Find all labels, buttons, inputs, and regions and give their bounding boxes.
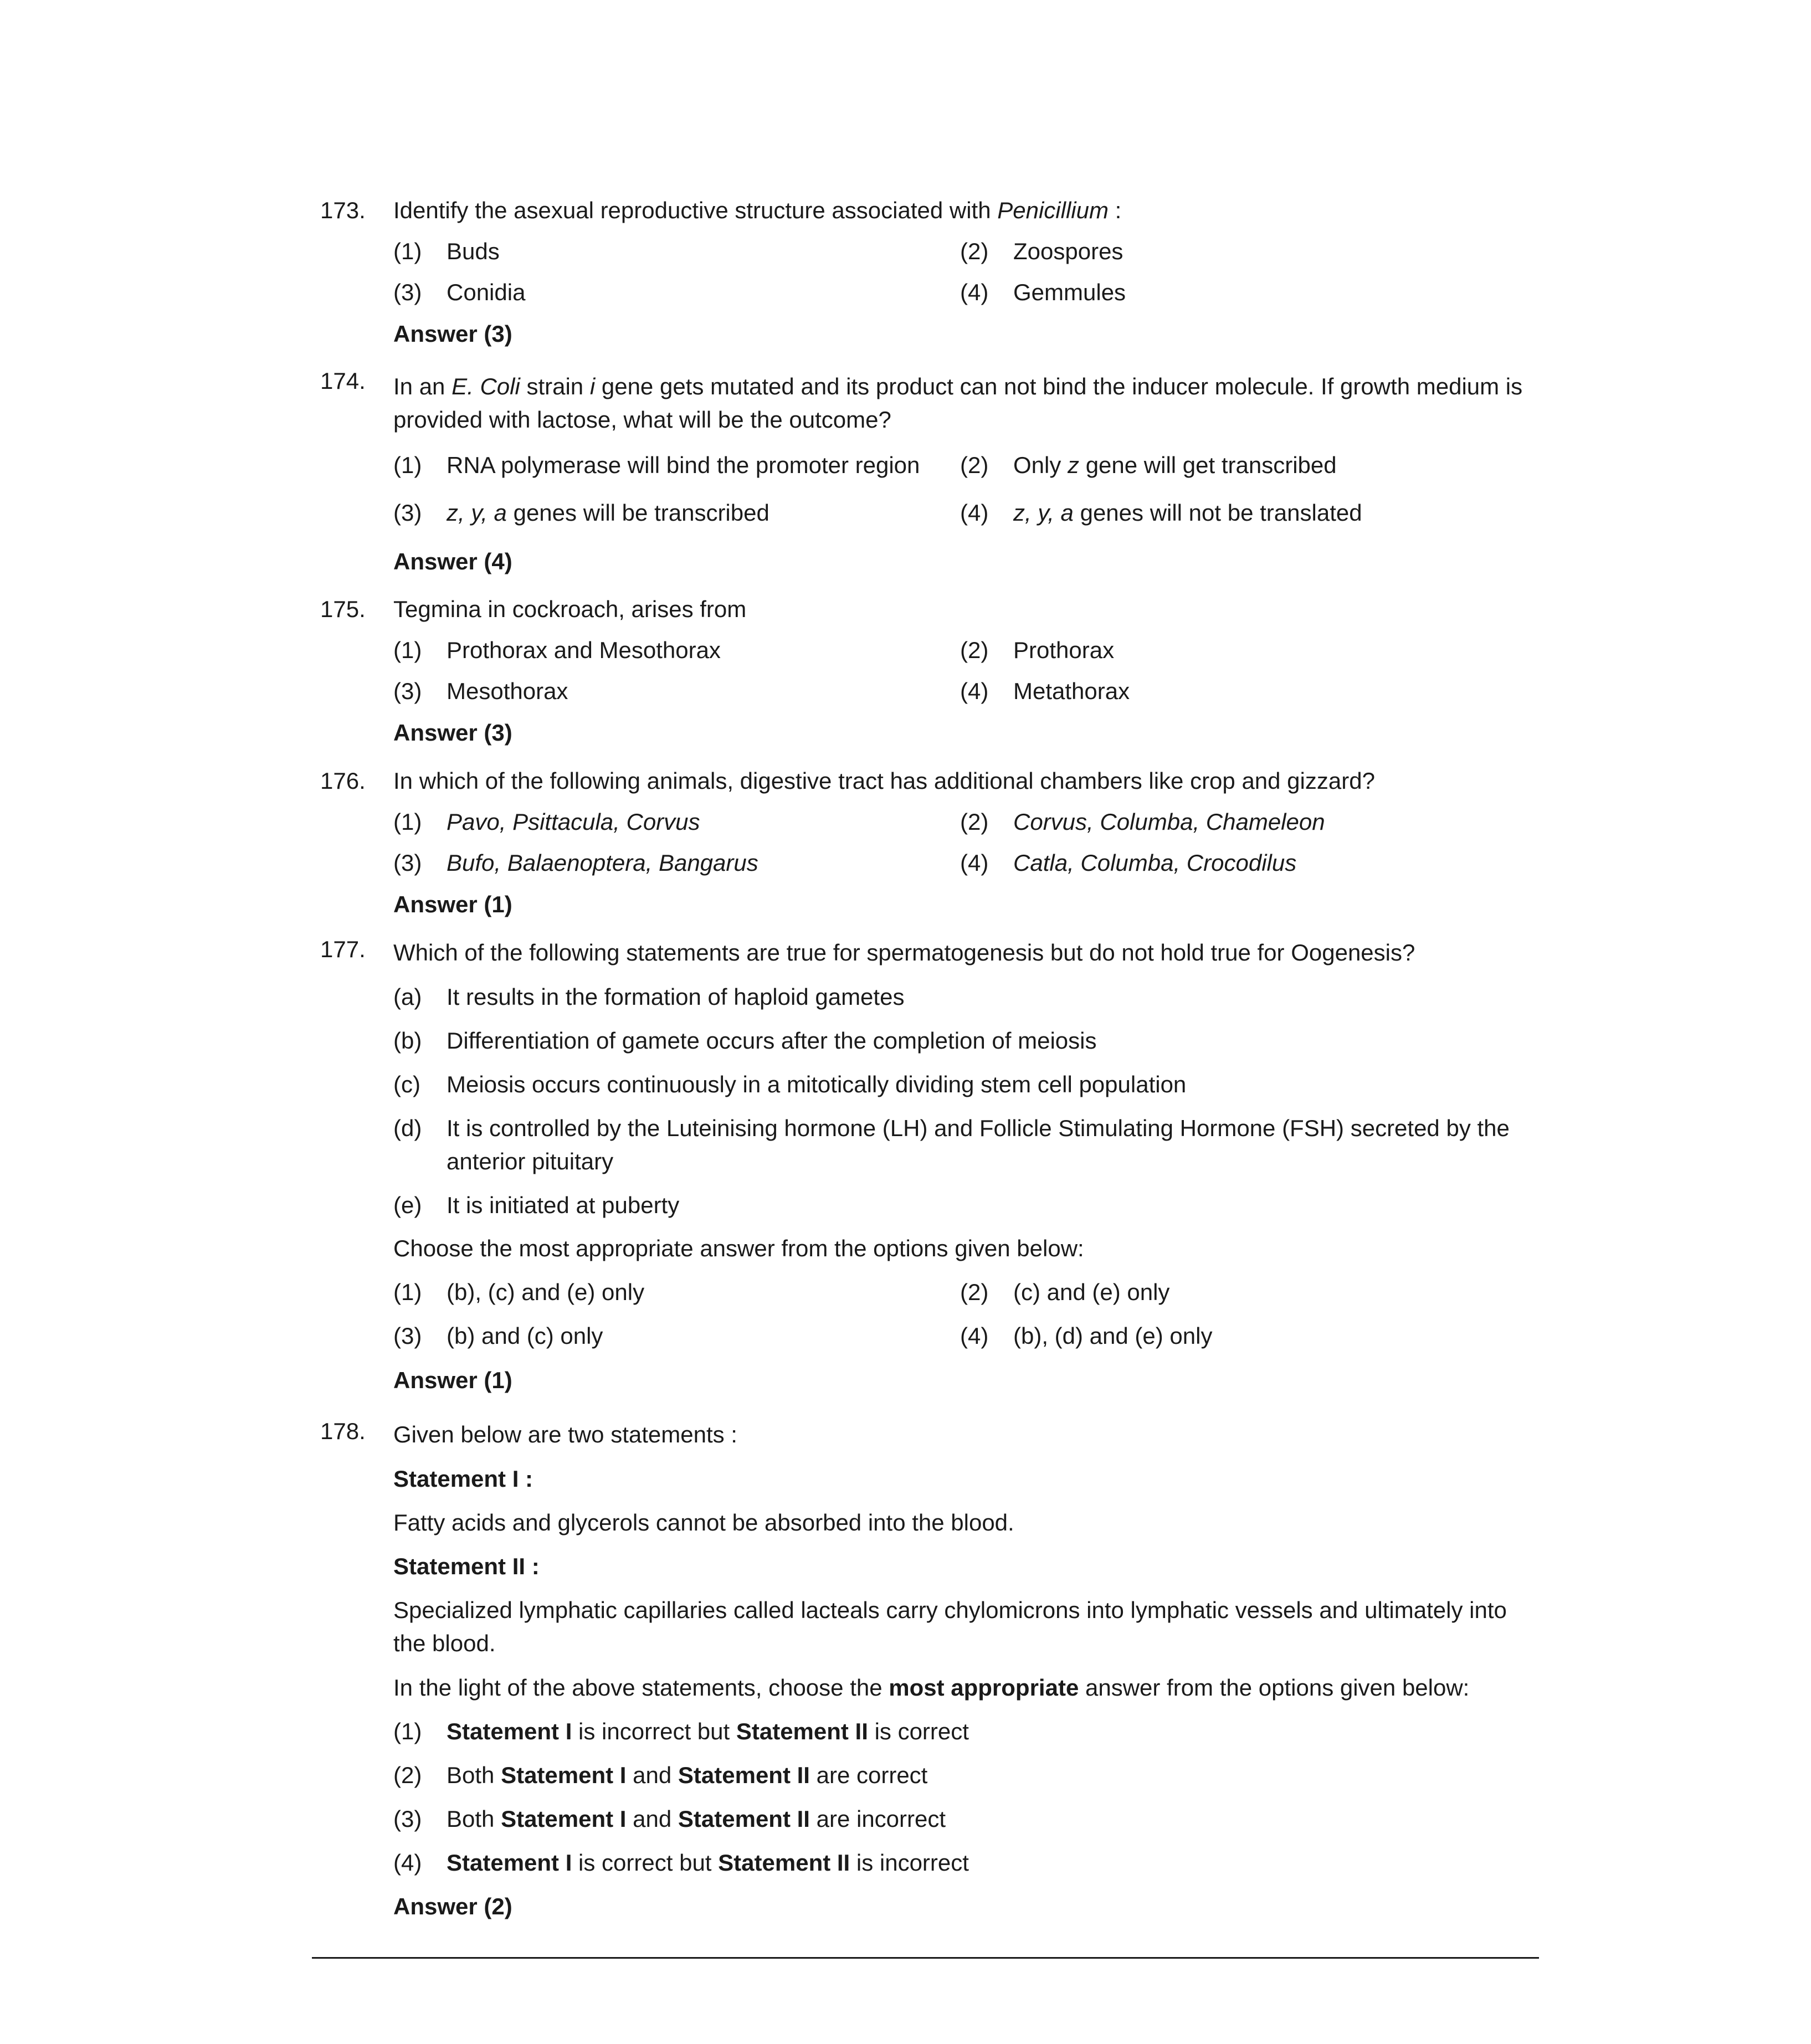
statement-1-heading: Statement I : bbox=[393, 1466, 533, 1492]
question-text: Which of the following statements are true for spermatogenesis but do not hold true for Oogenesis? bbox=[393, 939, 1415, 965]
option-2: (2) Zoospores bbox=[960, 238, 1123, 264]
footer-divider bbox=[312, 1957, 1539, 1959]
option-4: (4) Gemmules bbox=[960, 279, 1126, 305]
option-3: (3) Bufo, Balaenoptera, Bangarus bbox=[393, 850, 758, 876]
question-body bbox=[393, 370, 1529, 436]
statement-d: (d) It is controlled by the Luteinising hormone (LH) and Follicle Stimulating Hormone (FSH) secreted by the anterior pituitary bbox=[393, 1115, 1510, 1174]
option-1: (1) (b), (c) and (e) only bbox=[393, 1279, 645, 1305]
statement-2-heading: Statement II : bbox=[393, 1553, 540, 1579]
option-3: (3) z, y, a genes will be transcribed bbox=[393, 500, 769, 526]
question-text: In which of the following animals, digestive tract has additional chambers like crop and gizzard? bbox=[393, 768, 1375, 794]
question-body bbox=[393, 764, 1529, 798]
question-number: 173. bbox=[320, 197, 366, 223]
answer: Answer (3) bbox=[393, 321, 512, 347]
answer: Answer (1) bbox=[393, 891, 512, 917]
option-4: (4) Statement I is correct but Statement II is incorrect bbox=[393, 1850, 969, 1876]
answer: Answer (4) bbox=[393, 548, 512, 574]
option-3: (3) (b) and (c) only bbox=[393, 1323, 603, 1349]
statement-1-text: Fatty acids and glycerols cannot be absorbed into the blood. bbox=[393, 1509, 1014, 1535]
statement-e: (e) It is initiated at puberty bbox=[393, 1192, 680, 1218]
answer: Answer (3) bbox=[393, 720, 512, 746]
question-number: 174. bbox=[320, 368, 366, 394]
option-2: (2) Corvus, Columba, Chameleon bbox=[960, 809, 1325, 835]
option-3: (3) Mesothorax bbox=[393, 678, 568, 704]
statement-b: (b) Differentiation of gamete occurs after the completion of meiosis bbox=[393, 1028, 1097, 1054]
question-body bbox=[393, 936, 1529, 1435]
answer: Answer (2) bbox=[393, 1893, 512, 1919]
question-body bbox=[393, 194, 1529, 227]
option-2: (2) Only z gene will get transcribed bbox=[960, 452, 1337, 478]
option-1: (1) Pavo, Psittacula, Corvus bbox=[393, 809, 700, 835]
question-body bbox=[393, 593, 1529, 626]
question-number: 178. bbox=[320, 1418, 366, 1444]
option-2: (2) Both Statement I and Statement II are correct bbox=[393, 1762, 928, 1788]
choose-instruction: Choose the most appropriate answer from the options given below: bbox=[393, 1235, 1084, 1261]
statement-a: (a) It results in the formation of haploid gametes bbox=[393, 984, 905, 1010]
question-body bbox=[393, 1418, 1529, 1917]
option-2: (2) (c) and (e) only bbox=[960, 1279, 1170, 1305]
option-1: (1) Buds bbox=[393, 238, 500, 264]
option-4: (4) Metathorax bbox=[960, 678, 1130, 704]
option-3: (3) Conidia bbox=[393, 279, 526, 305]
option-4: (4) Catla, Columba, Crocodilus bbox=[960, 850, 1297, 876]
choose-instruction: In the light of the above statements, choose the most appropriate answer from the options given below: bbox=[393, 1675, 1470, 1701]
question-text: Identify the asexual reproductive structure associated with Penicillium : bbox=[393, 197, 1122, 223]
question-text: Given below are two statements : bbox=[393, 1421, 737, 1447]
question-text: Tegmina in cockroach, arises from bbox=[393, 596, 747, 622]
question-number: 177. bbox=[320, 936, 366, 962]
statement-c: (c) Meiosis occurs continuously in a mitotically dividing stem cell population bbox=[393, 1071, 1187, 1097]
option-4: (4) z, y, a genes will not be translated bbox=[960, 500, 1362, 526]
option-4: (4) (b), (d) and (e) only bbox=[960, 1323, 1213, 1349]
option-3: (3) Both Statement I and Statement II are incorrect bbox=[393, 1806, 946, 1832]
statement-2-text: Specialized lymphatic capillaries called lacteals carry chylomicrons into lymphatic vessels and ultimately into the blood. bbox=[393, 1597, 1507, 1656]
option-1: (1) RNA polymerase will bind the promoter region bbox=[393, 452, 920, 478]
question-text: In an E. Coli strain i gene gets mutated and its product can not bind the inducer molecule. If growth medium is provided with lactose, what will be the outcome? bbox=[393, 373, 1523, 433]
question-number: 175. bbox=[320, 596, 366, 622]
question-number: 176. bbox=[320, 768, 366, 794]
option-1: (1) Statement I is incorrect but Statement II is correct bbox=[393, 1718, 969, 1744]
answer: Answer (1) bbox=[393, 1367, 512, 1393]
option-1: (1) Prothorax and Mesothorax bbox=[393, 637, 721, 663]
option-2: (2) Prothorax bbox=[960, 637, 1115, 663]
